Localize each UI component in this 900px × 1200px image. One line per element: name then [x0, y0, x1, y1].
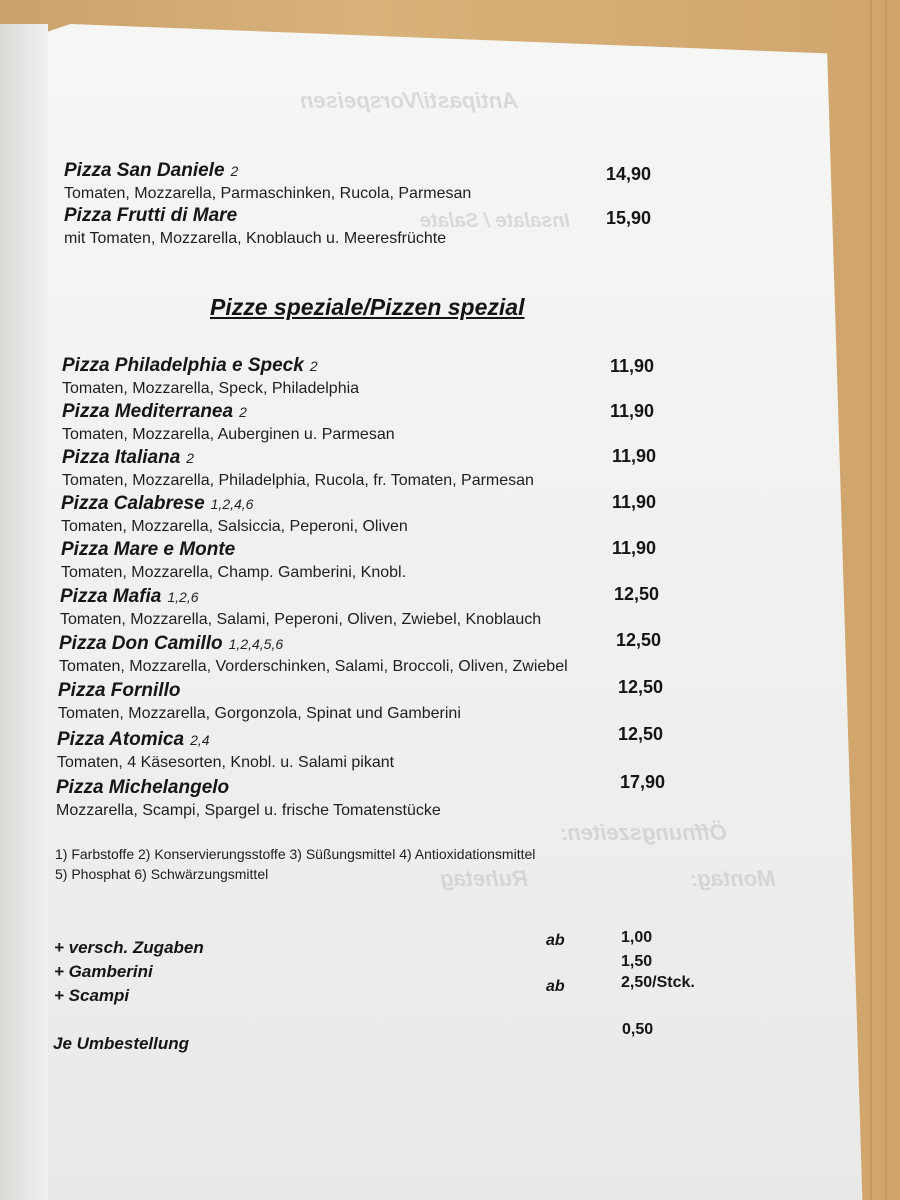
item-name: Pizza Italiana: [62, 447, 181, 468]
item-description: Tomaten, Mozzarella, Vorderschinken, Salami, Broccoli, Oliven, Zwiebel: [59, 658, 568, 675]
menu-item-fornillo: [58, 680, 678, 723]
item-description: Tomaten, Mozzarella, Speck, Philadelphia: [62, 380, 360, 397]
extra-zugaben-label: + versch. Zugaben: [54, 938, 204, 957]
ghost-montag: Montag:: [690, 866, 776, 891]
item-name: Pizza Michelangelo: [56, 777, 230, 798]
item-description: Tomaten, Mozzarella, Auberginen u. Parmesan: [62, 426, 395, 443]
allergen-legend: [55, 844, 535, 884]
item-allergens: 1,2,4,5,6: [228, 636, 284, 652]
ghost-heading-salate: Insalate / Salate: [420, 210, 571, 232]
item-price: 11,90: [612, 538, 657, 558]
menu-item-italiana: [62, 447, 682, 490]
item-price: 12,50: [618, 677, 664, 697]
ghost-heading-antipasti: Antipasti/Vorspeisen: [300, 88, 519, 113]
menu-item-atomica: [57, 729, 677, 772]
menu-item-calabrese: [61, 493, 681, 536]
item-price: 12,50: [616, 630, 662, 650]
item-description: mit Tomaten, Mozzarella, Knoblauch u. Meeresfrüchte: [64, 230, 447, 247]
allergen-legend-line-1: 1) Farbstoffe 2) Konservierungsstoffe 3) Süßungsmittel 4) Antioxidationsmittel: [55, 846, 536, 862]
item-name: Pizza Don Camillo: [59, 633, 223, 654]
item-allergens: 2: [186, 450, 195, 466]
extra-scampi-label: + Scampi: [54, 986, 130, 1005]
extra-scampi-price: 2,50/Stck.: [621, 974, 695, 991]
item-allergens: 2: [239, 404, 247, 420]
item-price: 17,90: [620, 772, 666, 792]
item-price: 11,90: [612, 446, 657, 466]
item-price: 12,50: [614, 584, 660, 604]
menu-item-san-daniele: [64, 160, 684, 203]
item-price: 15,90: [606, 208, 652, 228]
item-description: Tomaten, Mozzarella, Salsiccia, Peperoni, Oliven: [61, 518, 408, 535]
item-allergens: 2,4: [190, 732, 210, 748]
item-allergens: 2: [309, 358, 318, 374]
extra-gamberini-price: 1,50: [621, 953, 653, 970]
extra-scampi-prefix: ab: [546, 978, 565, 995]
item-description: Tomaten, Mozzarella, Philadelphia, Rucola, fr. Tomaten, Parmesan: [62, 472, 534, 489]
item-price: 11,90: [612, 492, 657, 512]
item-name: Pizza Atomica: [57, 729, 185, 750]
menu-item-michelangelo: [56, 777, 676, 820]
item-name: Pizza Fornillo: [58, 680, 181, 701]
rebooking-label: Je Umbestellung: [53, 1034, 190, 1053]
menu-item-mafia: [60, 586, 680, 629]
item-name: Pizza San Daniele: [64, 160, 225, 181]
item-allergens: 1,2,6: [167, 589, 199, 605]
rebooking-price: 0,50: [622, 1021, 654, 1038]
item-price: 14,90: [606, 164, 652, 184]
item-name: Pizza Frutti di Mare: [64, 205, 238, 226]
item-description: Tomaten, Mozzarella, Parmaschinken, Rucola, Parmesan: [64, 185, 472, 202]
extra-zugaben-price: 1,00: [621, 929, 653, 946]
ghost-heading-oeffnungszeiten: Öffnungszeiten:: [560, 820, 728, 845]
item-price: 11,90: [610, 356, 655, 376]
section-title: Pizze speziale/Pizzen spezial: [210, 294, 525, 320]
item-description: Tomaten, Mozzarella, Champ. Gamberini, Knobl.: [61, 564, 407, 581]
item-allergens: 2: [230, 163, 239, 179]
extra-gamberini-label: + Gamberini: [54, 962, 153, 981]
item-name: Pizza Calabrese: [61, 493, 205, 514]
item-price: 12,50: [618, 724, 664, 744]
menu-item-philadelphia-speck: [62, 355, 682, 398]
item-description: Tomaten, Mozzarella, Gorgonzola, Spinat und Gamberini: [58, 705, 461, 722]
item-description: Mozzarella, Scampi, Spargel u. frische Tomatenstücke: [56, 802, 441, 819]
item-name: Pizza Philadelphia e Speck: [62, 355, 304, 376]
item-name: Pizza Mare e Monte: [61, 539, 236, 560]
item-description: Tomaten, Mozzarella, Salami, Peperoni, Oliven, Zwiebel, Knoblauch: [60, 611, 542, 628]
item-allergens: 1,2,4,6: [210, 496, 254, 512]
menu-item-mediterranea: [62, 401, 682, 444]
extra-zugaben-prefix: ab: [546, 932, 565, 949]
allergen-legend-line-2: 5) Phosphat 6) Schwärzungsmittel: [55, 866, 269, 882]
menu-item-frutti-di-mare: [64, 205, 684, 248]
item-description: Tomaten, 4 Käsesorten, Knobl. u. Salami pikant: [57, 754, 395, 771]
menu-item-mare-e-monte: [61, 539, 681, 582]
ghost-ruhetag: Ruhetag: [440, 866, 528, 891]
item-name: Pizza Mediterranea: [62, 401, 234, 422]
menu-item-don-camillo: [59, 633, 679, 676]
item-name: Pizza Mafia: [60, 586, 162, 607]
item-price: 11,90: [610, 401, 655, 421]
